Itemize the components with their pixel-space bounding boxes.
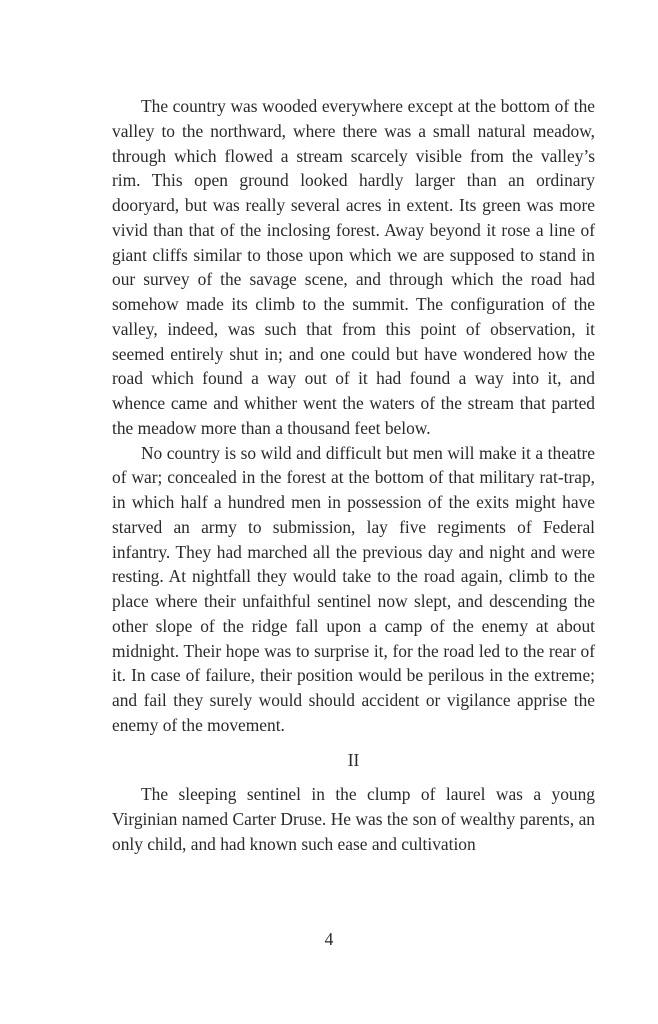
body-text <box>112 94 595 857</box>
page-number: 4 <box>324 929 334 949</box>
paragraph: No country is so wild and difficult but men will make it a theatre of war; concealed in the forest at the bottom of that military rat-trap, in which half a hundred men in possession of the exits might have starved an army to submission, lay five regiments of Federal infantry. They had marched all the previous day and night and were resting. At nightfall they would take to the road again, climb to the place where their unfaithful sentinel now slept, and descending the other slope of the ridge fall upon a camp of the enemy at about midnight. Their hope was to surprise it, for the road led to the rear of it. In case of failure, their position would be perilous in the extreme; and fail they surely would should accident or vigilance apprise the enemy of the movement. <box>112 442 595 735</box>
section-heading: II <box>347 749 360 770</box>
paragraph: The country was wooded everywhere except at the bottom of the valley to the northward, where there was a small natural meadow, through which flowed a stream scarcely visible from the valley’s rim. This open ground looked hardly larger than an ordinary dooryard, but was really several acres in extent. Its green was more vivid than that of the inclosing forest. Away beyond it rose a line of giant cliffs similar to those upon which we are supposed to stand in our survey of the savage scene, and through which the road had somehow made its climb to the summit. The configuration of the valley, indeed, was such that from this point of observation, it seemed entirely shut in; and one could but have wondered how the road which found a way out of it had found a way into it, and whence came and whither went the waters of the stream that parted the meadow more than a thousand feet below. <box>112 96 595 438</box>
paragraph: The sleeping sentinel in the clump of laurel was a young Virginian named Carter Druse. He was the son of wealthy parents, an only child, and had known such ease and cultivation <box>112 784 595 854</box>
